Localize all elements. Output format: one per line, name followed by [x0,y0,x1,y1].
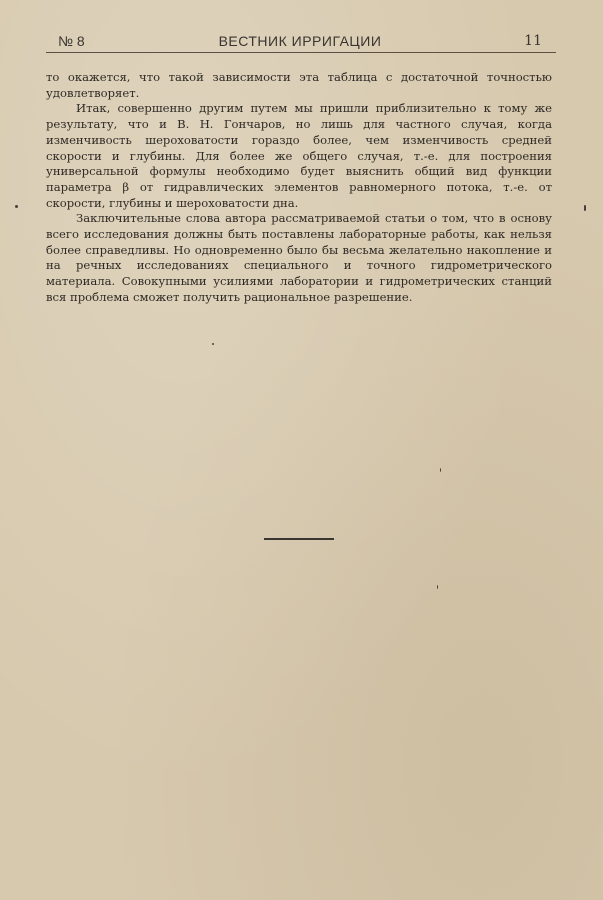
print-speck [212,343,214,345]
print-speck [584,205,586,211]
print-speck [437,585,438,589]
running-header [44,33,556,53]
issue-number: № 8 [58,33,85,49]
print-speck [15,205,18,208]
paragraph-result: Итак, совершенно другим путем мы пришли приблизительно к тому же результату, что и В. Н. Гончаров, но лишь для частного случая, когда изменчивость шероховатости гораздо более, чем изменчивость средней скорости и глубины. Для более же общего случая, т.-е. для построения универсальной формулы необходимо будет выяснить общий вид функции параметра β от гидравлических элементов равномерного потока, т.-е. от скорости, глубины и шероховатости дна. [46,101,552,210]
article-body [46,70,552,306]
print-speck [440,468,441,472]
end-of-article-rule [264,538,334,540]
journal-title: ВЕСТНИК ИРРИГАЦИИ [218,33,382,49]
header-rule [46,52,556,53]
paragraph-conclusion: Заключительные слова автора рассматриваемой статьи о том, что в основу всего исследования должны быть поставлены лабораторные работы, как нельзя более справедливы. Но одновременно было бы весьма желательно накопление и на речных исследованиях специального и точного гидрометрического материала. Совокупными усилиями лаборатории и гидрометрических станций вся проблема сможет получить рациональное разрешение. [46,211,552,304]
paragraph-continuation: то окажется, что такой зависимости эта таблица с достаточной точностью удовлетворяет. [46,70,552,100]
page-number: 11 [524,33,542,49]
